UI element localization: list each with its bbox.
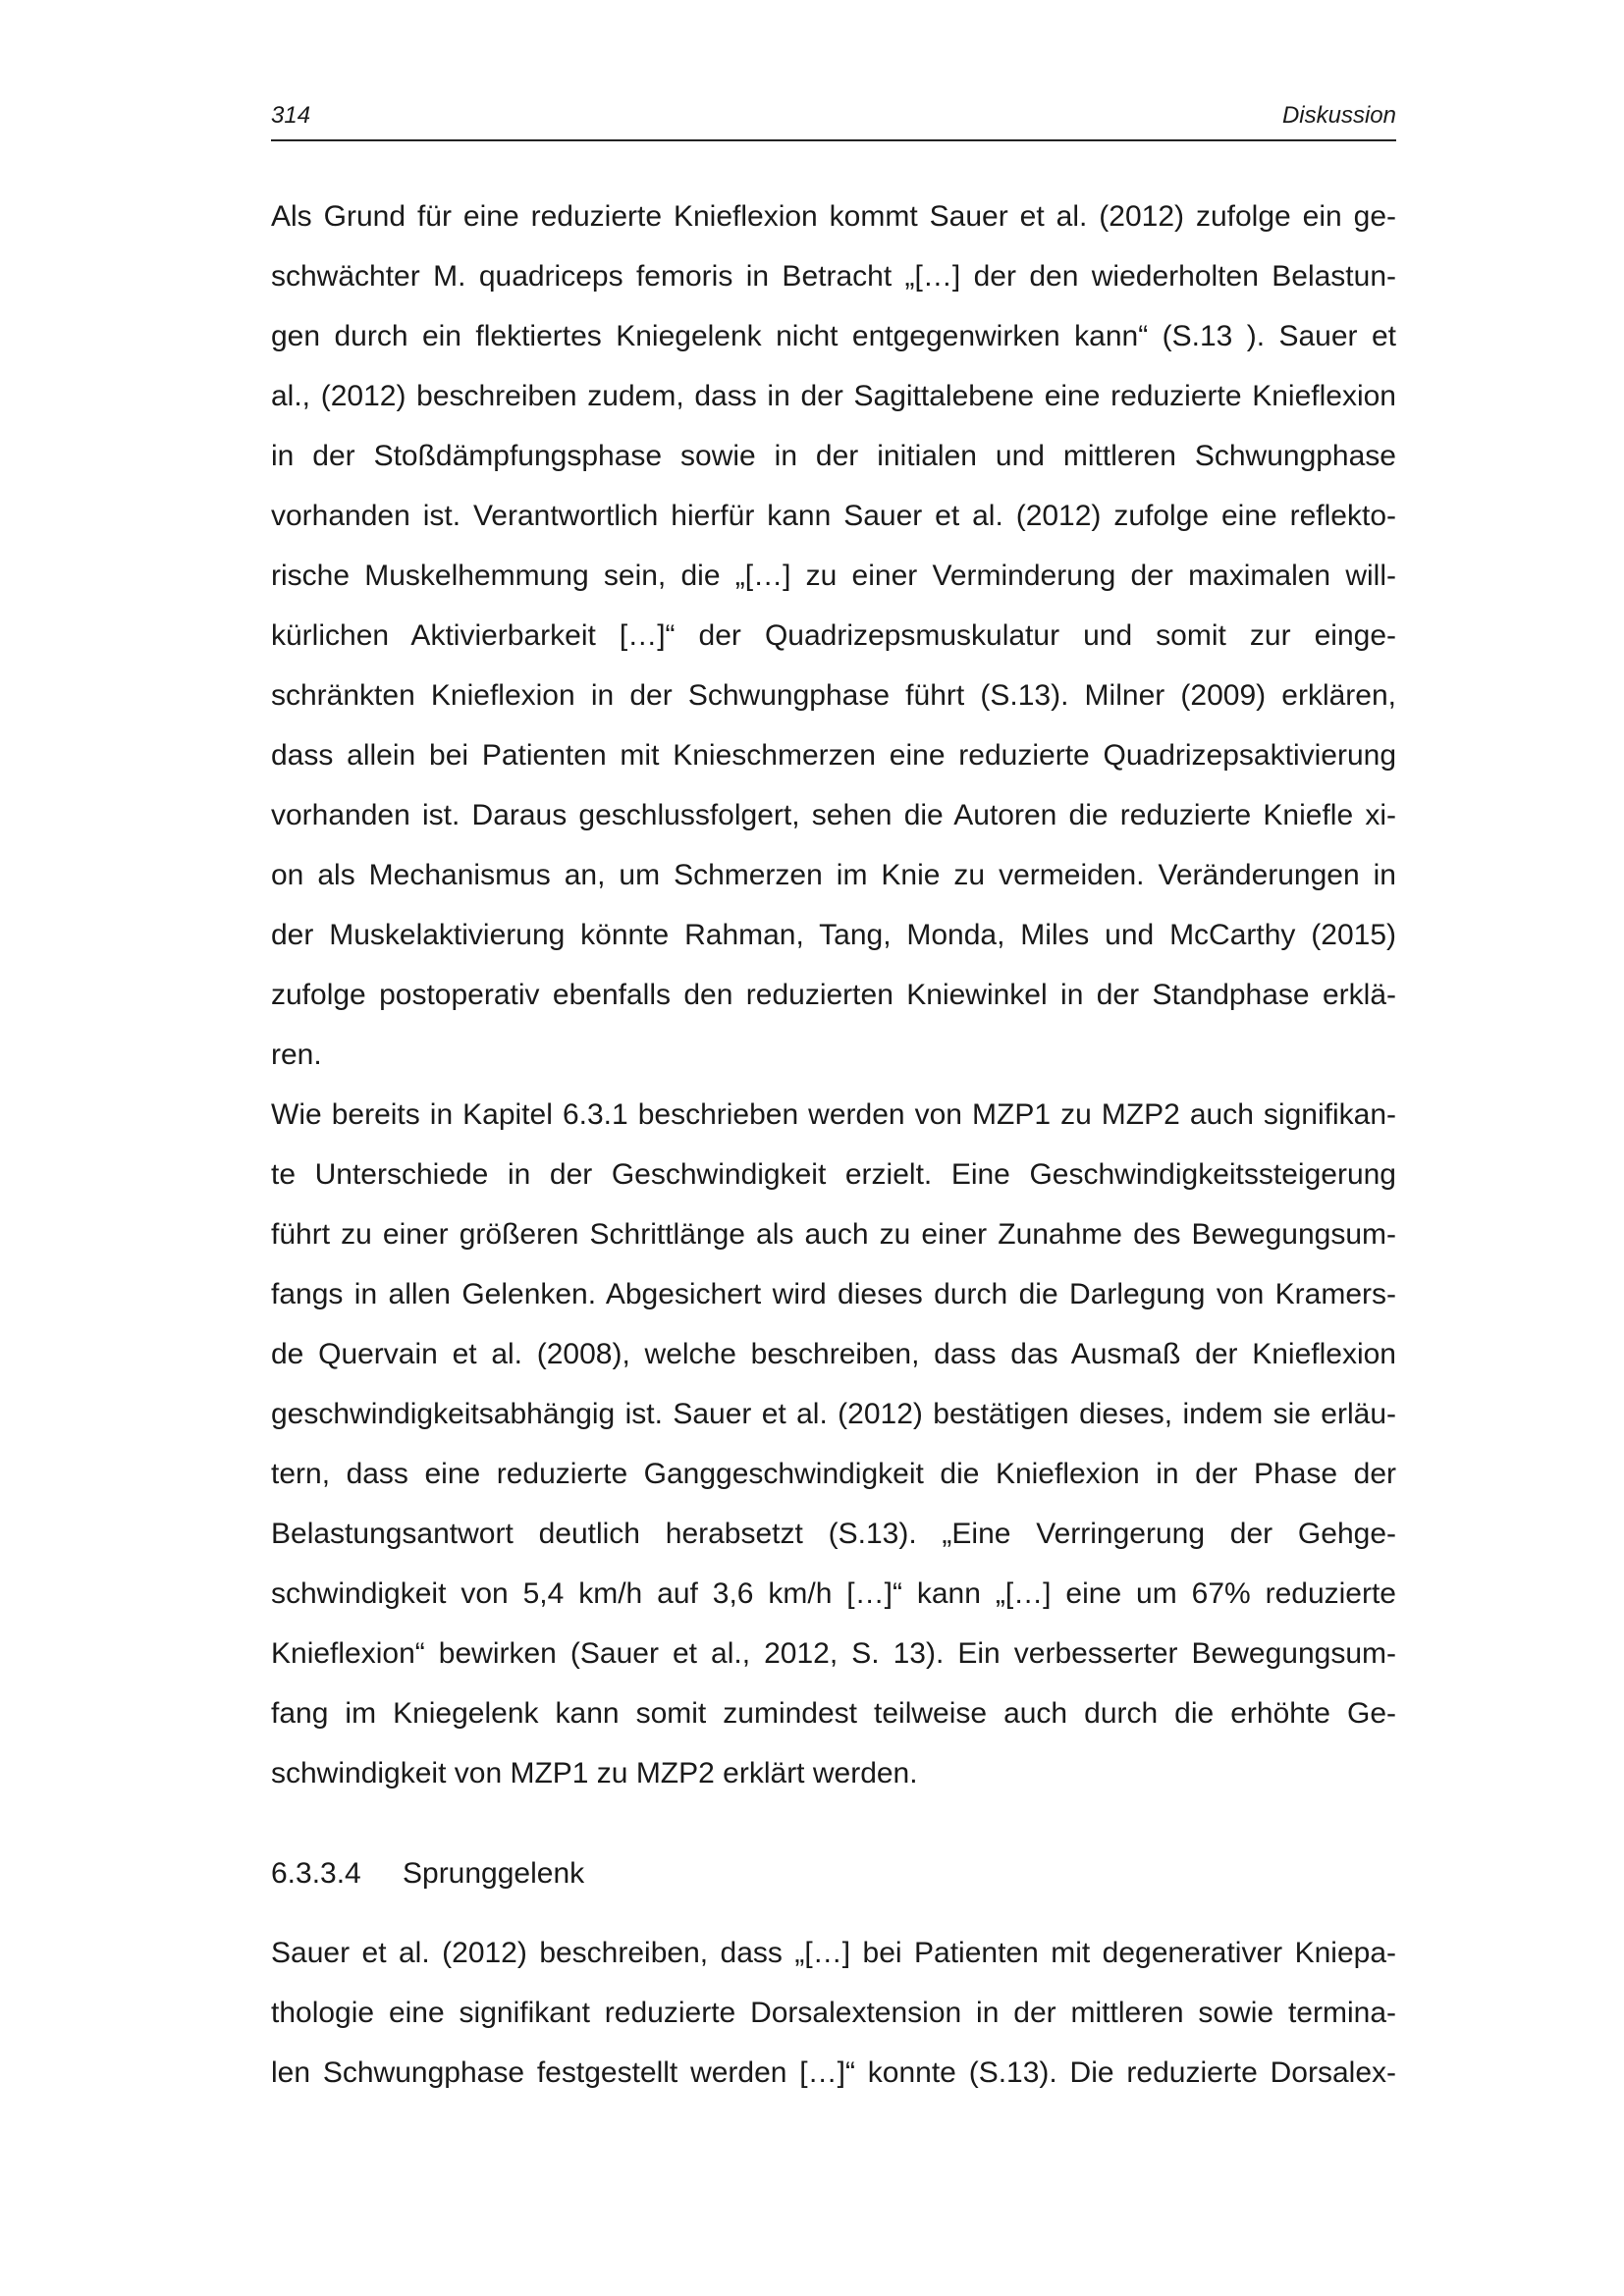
text-line: Sauer et al. (2012) beschreiben, dass „[…] bei Patienten mit degenerativer Kniepa- bbox=[271, 1937, 1396, 1969]
text-line: fangs in allen Gelenken. Abgesichert wird dieses durch die Darlegung von Kramers- bbox=[271, 1278, 1396, 1310]
text-line: gen durch ein flektiertes Kniegelenk nicht entgegenwirken kann“ (S.13 ). Sauer et bbox=[271, 320, 1396, 352]
paragraph-walking-speed bbox=[271, 1085, 1396, 1803]
text-line: geschwindigkeitsabhängig ist. Sauer et al. (2012) bestätigen dieses, indem sie erläu- bbox=[271, 1398, 1396, 1430]
text-line: al., (2012) beschreiben zudem, dass in der Sagittalebene eine reduzierte Knieflexion bbox=[271, 380, 1396, 412]
text-line: on als Mechanismus an, um Schmerzen im Knie zu vermeiden. Veränderungen in bbox=[271, 859, 1396, 891]
text-line: Als Grund für eine reduzierte Knieflexion kommt Sauer et al. (2012) zufolge ein ge- bbox=[271, 200, 1396, 233]
text-line: rische Muskelhemmung sein, die „[…] zu einer Verminderung der maximalen will- bbox=[271, 560, 1396, 592]
page-header bbox=[271, 94, 1396, 141]
text-line: vorhanden ist. Verantwortlich hierfür kann Sauer et al. (2012) zufolge eine reflekto- bbox=[271, 500, 1396, 532]
text-line: führt zu einer größeren Schrittlänge als auch zu einer Zunahme des Bewegungsum- bbox=[271, 1218, 1396, 1251]
text-line: de Quervain et al. (2008), welche beschreiben, dass das Ausmaß der Knieflexion bbox=[271, 1338, 1396, 1370]
text-line: schränkten Knieflexion in der Schwungphase führt (S.13). Milner (2009) erklären, bbox=[271, 679, 1396, 712]
text-line: ren. bbox=[271, 1039, 322, 1071]
text-line: der Muskelaktivierung könnte Rahman, Tang, Monda, Miles und McCarthy (2015) bbox=[271, 919, 1396, 951]
text-line: Knieflexion“ bewirken (Sauer et al., 2012, S. 13). Ein verbesserter Bewegungsum- bbox=[271, 1637, 1396, 1670]
text-line: schwindigkeit von 5,4 km/h auf 3,6 km/h […]“ kann „[…] eine um 67% reduzierte bbox=[271, 1577, 1396, 1610]
text-line: te Unterschiede in der Geschwindigkeit erzielt. Eine Geschwindigkeitssteigerung bbox=[271, 1158, 1396, 1191]
text-line: zufolge postoperativ ebenfalls den reduzierten Kniewinkel in der Standphase erklä- bbox=[271, 979, 1396, 1011]
section-number: 6.3.3.4 bbox=[271, 1857, 361, 1890]
text-line: kürlichen Aktivierbarkeit […]“ der Quadrizepsmuskulatur und somit zur einge- bbox=[271, 619, 1396, 652]
paragraph-ankle bbox=[271, 1923, 1396, 2103]
text-line: schwächter M. quadriceps femoris in Betracht „[…] der den wiederholten Belastun- bbox=[271, 260, 1396, 293]
text-line: tern, dass eine reduzierte Ganggeschwindigkeit die Knieflexion in der Phase der bbox=[271, 1458, 1396, 1490]
text-line: schwindigkeit von MZP1 zu MZP2 erklärt werden. bbox=[271, 1757, 918, 1789]
section-title: Sprunggelenk bbox=[403, 1857, 585, 1890]
page-number: 314 bbox=[271, 102, 311, 129]
text-line: Wie bereits in Kapitel 6.3.1 beschrieben werden von MZP1 zu MZP2 auch signifikan- bbox=[271, 1098, 1396, 1131]
section-heading bbox=[271, 1843, 1396, 1903]
body-text bbox=[271, 187, 1396, 2103]
text-line: dass allein bei Patienten mit Knieschmerzen eine reduzierte Quadrizepsaktivierung bbox=[271, 739, 1396, 772]
text-line: Belastungsantwort deutlich herabsetzt (S.13). „Eine Verringerung der Gehge- bbox=[271, 1518, 1396, 1550]
text-line: len Schwungphase festgestellt werden […]“ konnte (S.13). Die reduzierte Dorsalex- bbox=[271, 2056, 1396, 2089]
text-line: fang im Kniegelenk kann somit zumindest teilweise auch durch die erhöhte Ge- bbox=[271, 1697, 1396, 1730]
text-line: thologie eine signifikant reduzierte Dorsalextension in der mittleren sowie termina- bbox=[271, 1997, 1396, 2029]
text-line: in der Stoßdämpfungsphase sowie in der initialen und mittleren Schwungphase bbox=[271, 440, 1396, 472]
text-line: vorhanden ist. Daraus geschlussfolgert, sehen die Autoren die reduzierte Kniefle xi- bbox=[271, 799, 1396, 831]
running-title: Diskussion bbox=[1281, 102, 1396, 129]
paragraph-knee-flexion bbox=[271, 187, 1396, 1085]
